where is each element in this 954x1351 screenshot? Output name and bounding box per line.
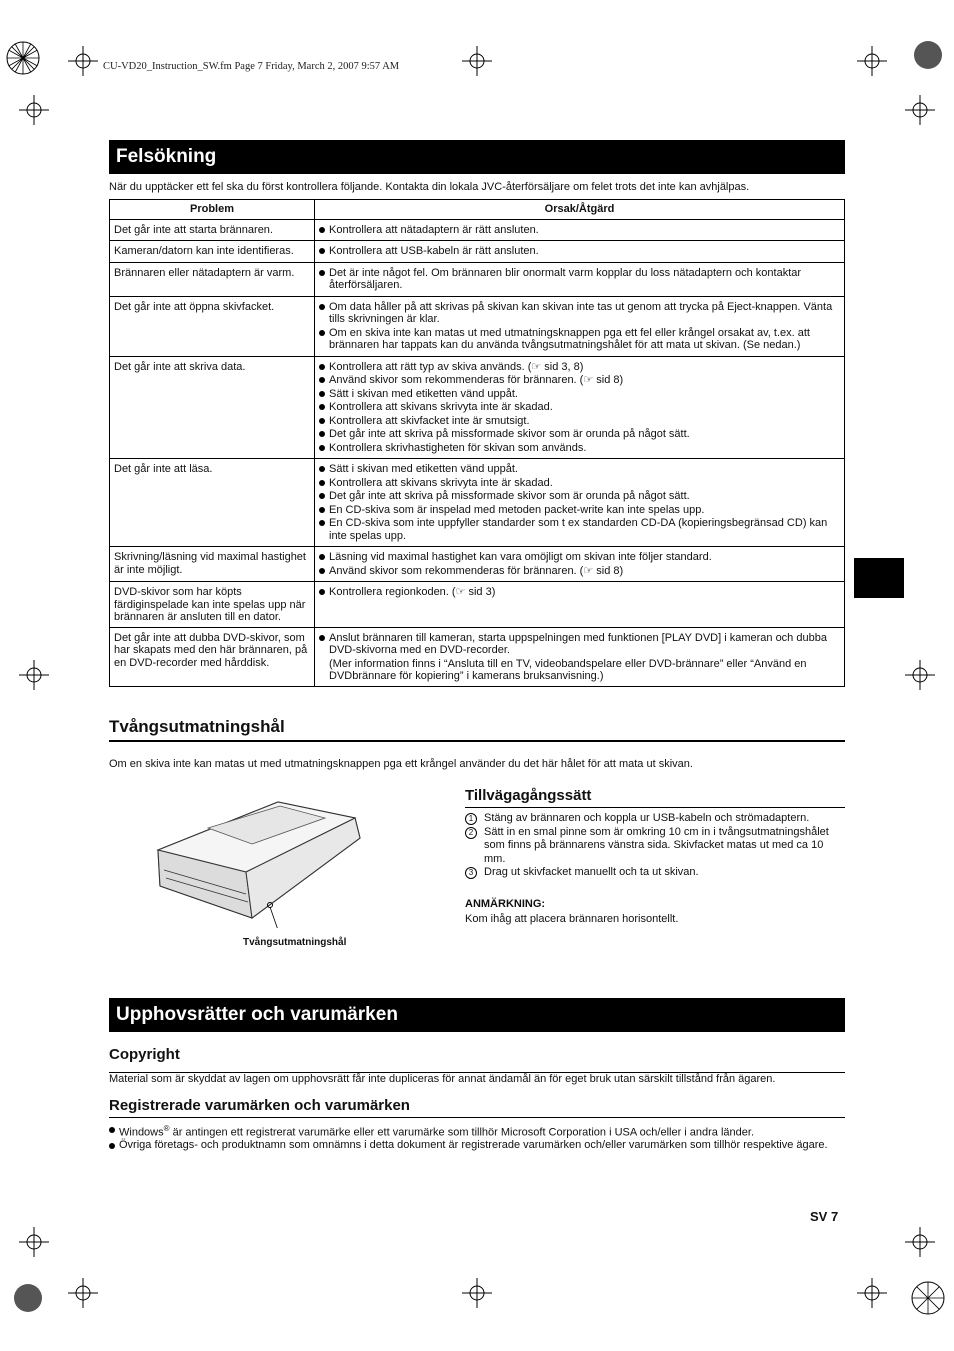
troubleshooting-title: Felsökning	[109, 140, 845, 174]
page-number: SV 7	[810, 1209, 839, 1224]
bullet-icon	[319, 364, 325, 370]
table-row	[110, 547, 845, 582]
figure-caption: Tvångsutmatningshål	[243, 937, 347, 948]
problem-cell: Brännaren eller nätadaptern är varm.	[110, 262, 315, 296]
crosshair-right-top	[905, 95, 935, 125]
column-header-problem: Problem	[110, 200, 315, 220]
problem-cell: Det går inte att öppna skivfacket.	[110, 296, 315, 356]
action-item	[319, 442, 840, 455]
action-text: Kontrollera skrivhastigheten för skivan som används.	[329, 441, 587, 454]
bullet-icon	[319, 445, 325, 451]
procedure-steps	[465, 812, 845, 880]
action-cell	[315, 296, 845, 356]
trademark-text: är antingen ett registrerat varumärke eller ett varumärke som tillhör Microsoft Corporation i USA och/eller i andra länder.	[169, 1126, 755, 1139]
step-text: Sätt in en smal pinne som är omkring 10 cm in i tvångsutmatningshålet som finns på brännarens vänstra sida. Skivfacket matas ut med ca 10 mm.	[484, 825, 829, 865]
problem-cell: Det går inte att dubba DVD-skivor, som har skapats med den här brännaren, på en DVD-recorder med hårddisk.	[110, 627, 315, 686]
action-item	[319, 586, 840, 599]
burner-illustration	[150, 798, 370, 933]
registration-mark-bottom-right	[910, 1280, 946, 1316]
bullet-icon	[319, 330, 325, 336]
bullet-icon	[319, 404, 325, 410]
action-item	[319, 301, 840, 326]
bullet-icon	[319, 568, 325, 574]
procedure-step	[465, 826, 845, 867]
bullet-icon	[319, 391, 325, 397]
table-row	[110, 459, 845, 547]
action-text: Kontrollera att nätadaptern är rätt ansluten.	[329, 223, 539, 236]
action-item	[319, 428, 840, 441]
trademark-item	[109, 1123, 845, 1139]
action-text: Anslut brännaren till kameran, starta uppspelningen med funktionen [PLAY DVD] i kameran och dubba DVD-skivorna med en DVD-recorder.	[329, 631, 827, 656]
bullet-icon	[319, 520, 325, 526]
action-text: Kontrollera att USB-kabeln är rätt ansluten.	[329, 245, 539, 257]
action-text: Sätt i skivan med etiketten vänd uppåt.	[329, 463, 518, 475]
bullet-icon	[319, 507, 325, 513]
troubleshooting-intro: När du upptäcker ett fel ska du först kontrollera följande. Kontakta din lokala JVC-återförsäljare om felet trots det inte kan avhjälpas.	[109, 181, 750, 193]
crosshair-right-bottom	[905, 1227, 935, 1257]
action-text: Använd skivor som rekommenderas för brännaren. (☞ sid 8)	[329, 374, 624, 386]
action-text: Använd skivor som rekommenderas för brännaren. (☞ sid 8)	[329, 564, 624, 577]
action-item	[319, 551, 840, 564]
crosshair-left-mid	[19, 660, 49, 690]
action-list	[319, 586, 840, 599]
copyright-section-title: Upphovsrätter och varumärken	[109, 998, 845, 1032]
action-text: Kontrollera att skivfacket inte är smutsigt.	[329, 414, 530, 427]
action-item	[319, 401, 840, 414]
bullet-icon	[319, 270, 325, 276]
action-item	[319, 415, 840, 428]
action-list	[319, 301, 840, 352]
note-text: Kom ihåg att placera brännaren horisontellt.	[465, 913, 679, 925]
procedure-step	[465, 812, 845, 826]
action-cell	[315, 219, 845, 241]
bullet-icon	[319, 248, 325, 254]
action-item	[319, 361, 840, 374]
column-header-action: Orsak/Åtgärd	[315, 200, 845, 220]
action-text: Det går inte att skriva på missformade skivor som är orunda på något sätt.	[329, 490, 690, 502]
registration-mark-top-right	[913, 40, 943, 70]
step-number: 3	[465, 867, 477, 879]
action-item	[319, 245, 840, 258]
file-info-header: CU-VD20_Instruction_SW.fm Page 7 Friday, March 2, 2007 9:57 AM	[103, 61, 400, 72]
action-item	[319, 388, 840, 401]
table-row	[110, 241, 845, 263]
table-row	[110, 356, 845, 459]
procedure-step	[465, 866, 845, 880]
crosshair-top-right	[857, 46, 887, 76]
action-text: Kontrollera att skivans skrivyta inte är skadad.	[329, 401, 553, 413]
trademark-item	[109, 1139, 845, 1152]
action-text: Om en skiva inte kan matas ut med utmatningsknappen pga ett fel eller krångel orsakat av, t.ex. att brännaren har tappats kan du använda tvångsutmatningshålet för att mata ut skivan. (Se nedan.)	[329, 326, 810, 351]
crosshair-bottom-right	[857, 1278, 887, 1308]
trademark-text: Övriga företags- och produktnamn som omnämns i detta dokument är registrerade varumärken och/eller varumärken som tillhör respektive ägare.	[119, 1139, 828, 1152]
bullet-icon	[319, 589, 325, 595]
procedure-title: Tillvägagångssätt	[465, 787, 845, 808]
bullet-icon	[109, 1143, 115, 1149]
action-item	[319, 463, 840, 476]
problem-cell: Det går inte att skriva data.	[110, 356, 315, 459]
forced-eject-intro: Om en skiva inte kan matas ut med utmatningsknappen pga ett krångel använder du det här hålet för att mata ut skivan.	[109, 758, 693, 770]
bullet-icon	[319, 493, 325, 499]
crosshair-left-bottom	[19, 1227, 49, 1257]
action-item	[319, 267, 840, 292]
table-row	[110, 219, 845, 241]
bullet-icon	[319, 466, 325, 472]
section-tab	[854, 558, 904, 598]
action-cell	[315, 582, 845, 628]
action-item	[319, 565, 840, 578]
step-number: 1	[465, 813, 477, 825]
action-text: Det går inte att skriva på missformade skivor som är orunda på något sätt.	[329, 428, 690, 440]
table-row	[110, 582, 845, 628]
action-item	[319, 517, 840, 542]
bullet-icon	[319, 635, 325, 641]
registration-mark-top-left	[5, 40, 41, 76]
problem-cell: Det går inte att starta brännaren.	[110, 219, 315, 241]
action-list	[319, 267, 840, 292]
action-text: Kontrollera att rätt typ av skiva används. (☞ sid 3, 8)	[329, 360, 584, 373]
crosshair-top-left	[68, 46, 98, 76]
trademark-list	[109, 1123, 845, 1152]
problem-cell: Kameran/datorn kan inte identifieras.	[110, 241, 315, 263]
action-text: Sätt i skivan med etiketten vänd uppåt.	[329, 387, 518, 400]
crosshair-left-top	[19, 95, 49, 125]
action-text: En CD-skiva som är inspelad med metoden packet-write kan inte spelas upp.	[329, 503, 705, 516]
troubleshooting-table	[109, 199, 845, 687]
bullet-icon	[319, 418, 325, 424]
copyright-text: Material som är skyddat av lagen om upphovsrätt får inte dupliceras för annat ändamål än för eget bruk utan särskilt tillstånd från ägaren.	[109, 1072, 845, 1086]
action-list	[319, 361, 840, 455]
bullet-icon	[109, 1127, 115, 1133]
action-list	[319, 245, 840, 258]
step-text: Drag ut skivfacket manuellt och ta ut skivan.	[484, 866, 699, 878]
troubleshooting-table-body	[110, 219, 845, 686]
problem-cell: Skrivning/läsning vid maximal hastighet är inte möjligt.	[110, 547, 315, 582]
forced-eject-title: Tvångsutmatningshål	[109, 717, 845, 742]
action-cell	[315, 356, 845, 459]
action-item	[319, 477, 840, 490]
registration-mark-bottom-left	[13, 1283, 43, 1313]
action-item	[319, 490, 840, 503]
action-cell	[315, 547, 845, 582]
crosshair-bottom-mid	[462, 1278, 492, 1308]
action-item	[319, 224, 840, 237]
crosshair-top-mid	[462, 46, 492, 76]
action-text: Kontrollera att skivans skrivyta inte är skadad.	[329, 476, 553, 489]
action-cell	[315, 241, 845, 263]
action-text: Det är inte något fel. Om brännaren blir onormalt varm kopplar du loss nätadaptern och kontaktar återförsäljaren.	[329, 266, 802, 291]
action-list	[319, 224, 840, 237]
bullet-icon	[319, 377, 325, 383]
note-title: ANMÄRKNING:	[465, 898, 546, 910]
action-item	[319, 504, 840, 517]
crosshair-bottom-left	[68, 1278, 98, 1308]
table-row	[110, 627, 845, 686]
action-list	[319, 463, 840, 542]
action-note: (Mer information finns i “Ansluta till en TV, videobandspelare eller DVD-brännare” eller “Använd en DVDbrännare för kopiering” i kamerans bruksanvisning.)	[329, 657, 807, 682]
action-cell	[315, 262, 845, 296]
action-text: En CD-skiva som inte uppfyller standarder som t ex standarden CD-DA (kopieringsbegränsad CD) kan inte spelas upp.	[329, 517, 828, 542]
registered-mark: ®	[163, 1124, 170, 1133]
step-number: 2	[465, 827, 477, 839]
step-text: Stäng av brännaren och koppla ur USB-kabeln och strömadaptern.	[484, 812, 810, 824]
action-item	[319, 632, 840, 657]
windows-text: Windows	[119, 1126, 164, 1139]
action-cell	[315, 627, 845, 686]
crosshair-right-mid	[905, 660, 935, 690]
action-cell	[315, 459, 845, 547]
bullet-icon	[319, 304, 325, 310]
action-text: Läsning vid maximal hastighet kan vara omöjligt om skivan inte följer standard.	[329, 551, 712, 563]
copyright-title: Copyright	[109, 1046, 180, 1063]
action-item	[319, 374, 840, 387]
problem-cell: Det går inte att läsa.	[110, 459, 315, 547]
action-list	[319, 632, 840, 657]
action-item	[319, 327, 840, 352]
bullet-icon	[319, 480, 325, 486]
bullet-icon	[319, 431, 325, 437]
bullet-icon	[319, 554, 325, 560]
table-row	[110, 296, 845, 356]
action-text: Om data håller på att skrivas på skivan kan skivan inte tas ut genom att trycka på Eject-knappen. Vänta tills skrivningen är klar.	[329, 300, 833, 325]
action-list	[319, 551, 840, 577]
bullet-icon	[319, 227, 325, 233]
problem-cell: DVD-skivor som har köpts färdiginspelade kan inte spelas upp när brännaren är ansluten till en dator.	[110, 582, 315, 628]
table-row	[110, 262, 845, 296]
trademarks-title: Registrerade varumärken och varumärken	[109, 1097, 845, 1118]
action-text: Kontrollera regionkoden. (☞ sid 3)	[329, 586, 496, 598]
